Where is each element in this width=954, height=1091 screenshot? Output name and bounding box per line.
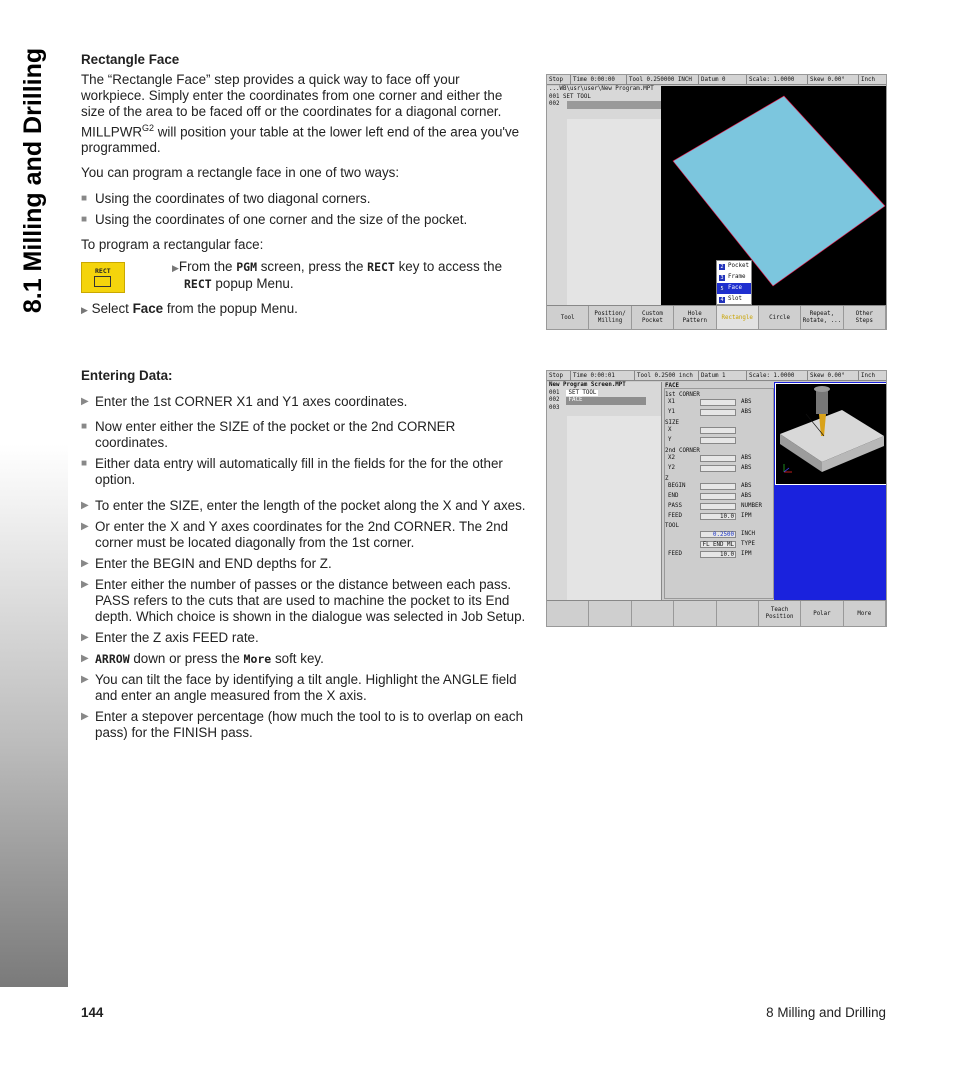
softkey-hole-pattern[interactable]: Hole Pattern <box>674 306 716 330</box>
begin-field[interactable] <box>700 483 736 490</box>
list-item[interactable]: 001 SET TOOL <box>549 93 591 100</box>
list-item: ■ Using the coordinates of one corner and the size of the pocket. <box>81 212 468 228</box>
softkey-polar[interactable]: Polar <box>801 601 843 627</box>
program-list <box>547 382 661 600</box>
list-item[interactable]: 002 <box>547 101 661 109</box>
softkey-repeat-rotate[interactable]: Repeat, Rotate, ... <box>801 306 843 330</box>
softkey-empty[interactable] <box>717 601 759 627</box>
status-bar: Stop Time 0:00:00 Tool 0.250000 INCH Datum 0 Scale: 1.0000 Skew 0.00° Inch <box>547 75 886 85</box>
softkey-empty[interactable] <box>547 601 589 627</box>
section-heading: Entering Data: <box>81 368 173 383</box>
program-path: ...WB\usr\user\New Program.MPT <box>549 86 654 92</box>
x2-field[interactable] <box>700 455 736 462</box>
popup-item-frame[interactable]: 3 Frame <box>720 274 746 281</box>
softkey-other-steps[interactable]: Other Steps <box>844 306 886 330</box>
popup-item-pocket[interactable]: 2 Pocket <box>720 263 749 270</box>
entering-data-section <box>81 368 526 741</box>
list-item: ▶ Enter the BEGIN and END depths for Z. <box>81 556 332 571</box>
softkey-teach-position[interactable]: Teach Position <box>759 601 801 627</box>
size-x-field[interactable] <box>700 427 736 434</box>
list-item: ▶ Enter either the number of passes or the distance between each pass. PASS refers to the cuts that are used to machine the pocket to its End depth. Which choice is shown in the dialogue was selected in Job Setup. <box>81 577 526 624</box>
screenshot-rect-popup <box>546 74 887 330</box>
softkey-circle[interactable]: Circle <box>759 306 801 330</box>
pass-field[interactable] <box>700 503 736 510</box>
step-select-face: ▶ Select Face from the popup Menu. <box>81 301 298 316</box>
softkey-custom-pocket[interactable]: Custom Pocket <box>632 306 674 330</box>
popup-item-slot[interactable]: 4 Slot <box>720 296 742 303</box>
softkey-tool[interactable]: Tool <box>547 306 589 330</box>
to-program-paragraph: To program a rectangular face: <box>81 237 264 253</box>
status-bar: Stop Time 0:00:01 Tool 0.2500 inch Datum 1 Scale: 1.0000 Skew 0.00° Inch <box>547 371 886 381</box>
tool-type-field[interactable]: FL END ML <box>700 541 736 548</box>
tool-diameter-field[interactable]: 0.2500 <box>700 531 736 538</box>
arrow-icon: ▶ <box>81 305 88 315</box>
list-item: ▶ Enter the 1st CORNER X1 and Y1 axes coordinates. <box>81 394 408 409</box>
y1-field[interactable] <box>700 409 736 416</box>
list-item[interactable]: 001 SET TOOL <box>549 389 597 396</box>
arrow-icon: ▶ <box>172 263 179 273</box>
popup-item-face[interactable]: 5 Face <box>717 283 751 294</box>
softkey-bar <box>547 600 886 627</box>
list-item: ■ Using the coordinates of two diagonal corners. <box>81 191 371 207</box>
softkey-position-milling[interactable]: Position/ Milling <box>589 306 631 330</box>
list-item: ▶ Enter a stepover percentage (how much the tool to is to overlap on each pass) for the FINISH pass. <box>81 709 524 740</box>
softkey-more[interactable]: More <box>844 601 886 627</box>
list-item: ■ Now enter either the SIZE of the pocket or the 2nd CORNER coordinates. <box>81 419 456 450</box>
softkey-rectangle[interactable]: Rectangle <box>717 306 759 330</box>
x1-field[interactable] <box>700 399 736 406</box>
graphics-view <box>661 86 887 305</box>
softkey-empty[interactable] <box>674 601 716 627</box>
chapter-sidebar <box>0 0 68 987</box>
list-item: ▶ To enter the SIZE, enter the length of the pocket along the X and Y axes. <box>81 498 526 513</box>
softkey-empty[interactable] <box>632 601 674 627</box>
list-item: ▶ ARROW down or press the More soft key. <box>81 651 324 666</box>
face-preview <box>661 86 887 305</box>
workpiece-image <box>776 384 886 484</box>
y2-field[interactable] <box>700 465 736 472</box>
list-item[interactable]: 003 <box>549 404 560 411</box>
section-heading: Rectangle Face <box>81 52 180 67</box>
list-item: ■ Either data entry will automatically fill in the fields for the for the other option. <box>81 456 503 487</box>
rect-popup-menu <box>716 260 752 305</box>
3d-face-preview <box>775 383 887 485</box>
step-press-rect: ▶From the PGM screen, press the RECT key to access the RECT popup Menu. <box>172 259 503 291</box>
feed-field[interactable]: 10.0 <box>700 513 736 520</box>
softkey-empty[interactable] <box>589 601 631 627</box>
chapter-title: 8.1 Milling and Drilling <box>19 47 48 313</box>
face-form: FACE 1st CORNER X1 ABS Y1 ABS SIZE X Y 2nd CORNER X2 ABS Y2 ABS Z BEGIN ABS END ABS PASS NUMBER FEED 10.0 IPM TOOL 0.2500 INCH FL END ML TYPE FEED 10.0 IPM <box>661 382 774 600</box>
intro-paragraph: The “Rectangle Face” step provides a quick way to face off your workpiece. Simply enter the coordinates from one corner and either the size of the area to be faced off or the coordinates for a diagonal corner. $MILLPWR^{G2}$ will position your table at the lower left end of the area you've programmed. <box>81 72 520 156</box>
end-field[interactable] <box>700 493 736 500</box>
rect-key-icon: RECT <box>81 262 125 293</box>
ways-paragraph: You can program a rectangle face in one of two ways: <box>81 165 400 181</box>
size-y-field[interactable] <box>700 437 736 444</box>
program-list <box>547 86 661 305</box>
rectangle-face-section <box>81 52 526 253</box>
page-number: 144 <box>81 1005 104 1020</box>
preview-panel <box>774 382 887 600</box>
list-item[interactable]: 002 FACE <box>547 397 661 405</box>
softkey-bar <box>547 305 886 330</box>
screenshot-face-form <box>546 370 887 627</box>
program-path: New Program Screen.MPT <box>549 382 626 388</box>
list-item: ▶ Or enter the X and Y axes coordinates for the 2nd CORNER. The 2nd corner must be located diagonally from the 1st corner. <box>81 519 509 550</box>
list-item: ▶ Enter the Z axis FEED rate. <box>81 630 259 645</box>
chapter-footer: 8 Milling and Drilling <box>766 1005 886 1020</box>
list-item: ▶ You can tilt the face by identifying a tilt angle. Highlight the ANGLE field and enter an angle measured from the X axis. <box>81 672 517 703</box>
tool-feed-field[interactable]: 10.0 <box>700 551 736 558</box>
